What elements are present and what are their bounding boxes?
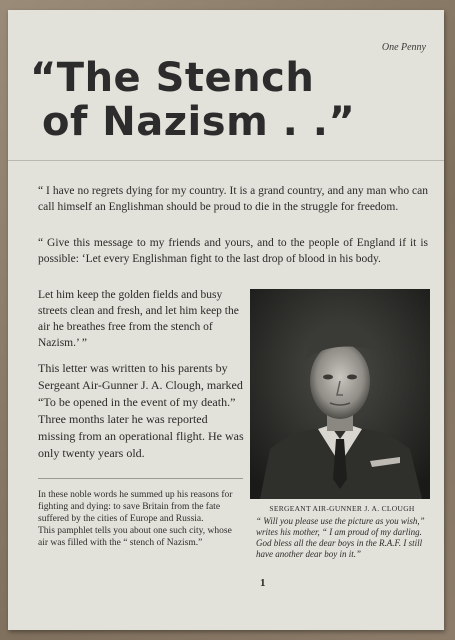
portrait-photo [250, 289, 430, 499]
title-line-1: “The Stench [30, 55, 315, 101]
letter-paragraph-2-continued: Let him keep the golden fields and busy streets clean and fresh, and let him keep the air he breathes free from the stench of Nazism.’ ” [38, 289, 239, 349]
title-line-2: of Nazism . .” [42, 99, 356, 145]
summary-text [38, 489, 243, 549]
intro-paragraph: This letter was written to his parents by Sergeant Air-Gunner J. A. Clough, marked “To be opened in the event of my death.” Three months later he was reported missing from an operational flight. He was only twenty years old. [38, 361, 244, 460]
letter-paragraph-1: “ I have no regrets dying for my country. It is a grand country, and any man who can call himself an Englishman should be proud to die in the struggle for freedom. [38, 185, 428, 213]
pamphlet-page [8, 10, 444, 630]
photo-caption: SERGEANT AIR-GUNNER J. A. CLOUGH [269, 504, 415, 513]
page-title [30, 56, 430, 144]
summary-paragraph-1: In these noble words he summed up his reasons for fighting and dying: to save Britain from the fate suffered by the cities of Europe and Russia. [38, 490, 233, 524]
summary-paragraph-2: This pamphlet tells you about one such city, whose air was filled with the “ stench of Nazism.” [38, 526, 232, 548]
title-divider [8, 160, 444, 161]
price-label: One Penny [381, 42, 426, 53]
page-number: 1 [260, 577, 266, 589]
airman-portrait-image [250, 289, 430, 499]
letter-paragraph-2: “ Give this message to my friends and yours, and to the people of England if it is possible: ‘Let every Englishman fight to the last drop of blood in his body. [38, 237, 428, 265]
section-divider [38, 478, 243, 479]
mother-quote: “ Will you please use the picture as you wish,” writes his mother, “ I am proud of my darling. God bless all the dear boys in the R.A.F. I still have another dear boy in it.” [256, 516, 425, 559]
